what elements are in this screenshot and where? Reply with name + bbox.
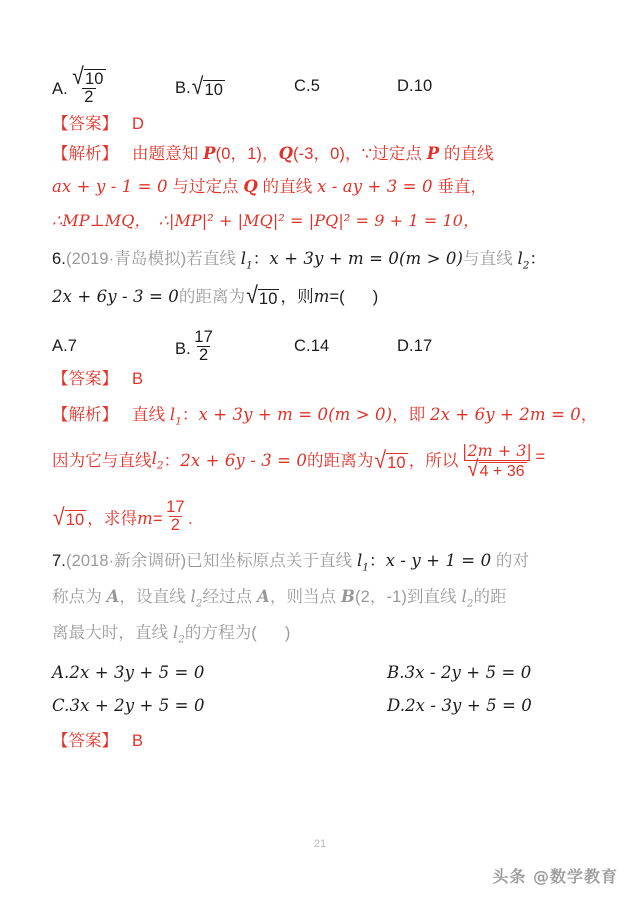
q7-source: (2018·新余调研)	[65, 552, 187, 570]
q7-stem-text-h: 的距	[473, 588, 507, 606]
sqrt-icon: √	[191, 74, 204, 100]
point-P2: P	[426, 144, 440, 163]
q6-stem-line-2	[52, 283, 608, 327]
q6-analysis-colon-1: ：	[181, 406, 199, 424]
q6-fraction-numerator: |2m + 3|	[462, 441, 532, 460]
page-number: 21	[313, 838, 327, 850]
q7-colon-1: ：	[368, 552, 386, 570]
q7-option-a[interactable]	[52, 665, 204, 682]
point-A: A	[106, 587, 120, 606]
point-B-args: (2，-1)	[355, 588, 407, 606]
q5-analysis-line-2	[52, 179, 608, 213]
point-P-args: (0，1)，	[215, 145, 279, 163]
q7-option-c[interactable]	[52, 698, 205, 715]
q6-equals-sign: =	[535, 448, 546, 466]
q5-option-a-label: A.	[52, 80, 68, 99]
q6-stem-line-1	[52, 251, 608, 287]
q5-options-row	[52, 62, 608, 108]
point-B: B	[340, 587, 356, 606]
q7-options-row-1	[52, 665, 608, 698]
point-Q-args: (-3，0)，	[293, 145, 362, 163]
q6-option-d[interactable]	[397, 338, 432, 355]
sqrt-icon: √	[467, 456, 479, 482]
q7-option-d-text: D.2x - 3y + 5 = 0	[387, 696, 532, 715]
q6-analysis-sqrt-10: 10	[387, 454, 406, 473]
q5-option-d-value: 10	[413, 77, 433, 95]
q6-result-fraction	[164, 499, 187, 535]
q5-option-b[interactable]	[175, 74, 226, 100]
line-l1-label: $l_1$	[240, 249, 253, 272]
line-l1-label: $l_1$	[169, 405, 182, 428]
q7-option-a-text: A.2x + 3y + 5 = 0	[52, 663, 205, 682]
q6-colon-1: ：	[252, 250, 270, 268]
q6-analysis-text-a: 直线	[132, 406, 170, 424]
q6-option-b[interactable]	[175, 327, 216, 367]
sqrt-icon: √	[53, 504, 65, 531]
q7-stem-line-3	[52, 625, 608, 665]
q5-answer-value: D	[132, 115, 145, 133]
q7-number: 7.	[52, 552, 66, 570]
q7-stem-text-i: 离最大时，直线	[52, 624, 173, 642]
q6-result-variable: m	[137, 508, 153, 528]
answer-tag: 【答案】	[52, 732, 118, 750]
q6-analysis-text-d: 因为它与直线	[52, 452, 152, 471]
q5-option-b-radicand: 10	[204, 80, 224, 99]
q5-analysis-text-e: 的直线	[257, 178, 317, 196]
q7-option-b-text: B.3x - 2y + 5 = 0	[387, 663, 532, 682]
q6-option-c-value: 14	[310, 337, 330, 355]
q6-result-numerator: 17	[166, 497, 185, 516]
q6-option-b-fraction	[192, 329, 215, 365]
q6-analysis-colon-2: ：	[163, 452, 181, 471]
q6-analysis-equation-1: x + 3y + m = 0(m > 0)	[198, 405, 393, 424]
q5-option-a-denominator: 2	[84, 87, 94, 106]
q6-number: 6.	[52, 250, 66, 268]
q6-option-a[interactable]	[52, 338, 77, 355]
q6-fraction-denominator: √ 4 + 36	[464, 460, 529, 481]
q5-option-a-fraction	[69, 63, 108, 107]
q5-option-a-radicand: 10	[84, 70, 104, 89]
q5-analysis-text-a: 由题意知	[132, 145, 204, 163]
q6-answer-value: B	[132, 370, 144, 388]
q6-option-c-label: C.	[294, 337, 311, 355]
q5-analysis-text-b: ∵过定点	[361, 145, 427, 163]
analysis-tag: 【解析】	[52, 406, 118, 424]
q6-analysis-text-f: ，所以	[408, 452, 459, 471]
q6-option-b-denominator: 2	[198, 345, 209, 364]
q6-analysis-line-1	[52, 407, 608, 443]
q7-stem-text-c: 称点为	[52, 588, 107, 606]
watermark-label: 头条 @数学教育	[492, 867, 618, 886]
q7-stem-text-d: ，设直线	[119, 588, 191, 606]
q7-option-c-text: C.3x + 2y + 5 = 0	[52, 696, 205, 715]
point-P: P	[203, 144, 216, 163]
q6-distance-fraction	[460, 443, 534, 480]
q6-stem-text-c: 的距离为	[178, 287, 246, 306]
q7-option-b[interactable]	[387, 665, 531, 682]
q5-option-d-label: D.	[397, 77, 414, 95]
q6-answer-row	[52, 371, 608, 407]
q5-option-c-value: 5	[310, 77, 320, 95]
q7-stem-text-g: 到直线	[406, 588, 462, 606]
q5-equation-2: x - ay + 3 = 0	[317, 177, 433, 196]
q6-option-b-numerator: 17	[194, 327, 213, 346]
line-l2-label: $l_2$	[151, 449, 164, 472]
sqrt-icon: √	[374, 447, 387, 474]
q7-stem-text-f: ，则当点	[269, 588, 341, 606]
q6-analysis-text-c: ，	[580, 406, 598, 424]
point-A2: A	[256, 587, 270, 606]
q6-result-sqrt: 10	[65, 511, 85, 530]
q5-option-c-label: C.	[294, 77, 311, 95]
q6-analysis-equation-2: 2x + 6y + 2m = 0	[430, 405, 581, 424]
line-l2-label: $l_2$	[461, 587, 474, 610]
q6-result-denominator: 2	[170, 515, 180, 534]
q6-option-d-value: 17	[413, 337, 433, 355]
q5-analysis-line-1	[52, 146, 608, 179]
q6-stem-text-a: 若直线	[186, 250, 241, 268]
q6-analysis-text-e: 的距离为	[307, 452, 374, 471]
q7-stem-text-k: )	[284, 624, 291, 642]
q5-analysis-text-f: 垂直，	[432, 178, 488, 196]
q6-equation-1: x + 3y + m = 0(m > 0)	[269, 249, 464, 268]
q6-colon-2: ：	[529, 250, 547, 268]
q6-equation-2: 2x + 6y - 3 = 0	[52, 286, 179, 306]
answer-tag: 【答案】	[52, 370, 118, 388]
q6-option-b-label: B.	[175, 339, 191, 358]
q7-stem-text-b: 的对	[491, 552, 530, 570]
sqrt-icon: √	[246, 283, 258, 309]
q6-result-equals: =	[152, 509, 163, 528]
q7-options-row-2	[52, 698, 608, 733]
q6-stem-text-f: )	[372, 287, 379, 306]
q6-analysis-line-3	[52, 497, 608, 553]
q5-analysis-line-3	[52, 213, 608, 251]
q6-stem-text-d: ，则	[280, 287, 314, 306]
q6-option-a-value: 7	[67, 337, 78, 355]
q6-analysis-text-b: ，即	[392, 406, 431, 424]
q7-equation-1: x - y + 1 = 0	[385, 551, 492, 570]
q5-analysis-text-c: 的直线	[439, 145, 494, 163]
q6-stem-text-e: =(	[329, 287, 345, 306]
point-Q: Q	[278, 144, 294, 163]
answer-tag: 【答案】	[52, 115, 118, 133]
point-Q2: Q	[243, 177, 258, 196]
page-content	[52, 62, 608, 763]
line-l2-label: $l_2$	[190, 587, 203, 610]
sqrt-icon: √	[72, 63, 84, 90]
q6-option-a-label: A.	[52, 337, 68, 355]
q7-stem-text-a: 已知坐标原点关于直线	[186, 552, 357, 570]
q6-variable-m: m	[313, 286, 330, 306]
q6-stem-text-b: 与直线	[463, 250, 518, 268]
q5-option-c[interactable]	[294, 78, 320, 95]
q6-analysis-line-2	[52, 443, 608, 501]
q6-analysis-text-g: ，求得	[87, 509, 138, 528]
q5-option-b-label: B.	[175, 78, 191, 97]
q7-option-d[interactable]	[387, 698, 532, 715]
line-l1-label: $l_1$	[356, 551, 369, 574]
q5-option-a[interactable]	[52, 63, 110, 109]
analysis-tag: 【解析】	[52, 145, 118, 163]
q6-result-period: .	[188, 509, 193, 528]
q7-answer-value: B	[132, 732, 144, 750]
q6-option-d-label: D.	[397, 337, 414, 355]
q6-analysis-equation-3: 2x + 6y - 3 = 0	[180, 451, 308, 471]
q5-equation-1: ax + y - 1 = 0	[52, 177, 168, 196]
q7-stem-line-1	[52, 553, 608, 589]
q6-distance-value: 10	[258, 289, 278, 308]
q5-analysis-text-d: 与过定点	[167, 178, 244, 196]
q6-options-row	[52, 327, 608, 371]
line-l2-label: $l_2$	[172, 623, 185, 646]
line-l2-label: $l_2$	[517, 249, 530, 272]
q6-option-c[interactable]	[294, 338, 329, 355]
q6-source: (2019·青岛模拟)	[65, 250, 187, 268]
q5-analysis-conclusion: ∴MP⊥MQ， ∴|MP|² + |MQ|² = |PQ|² = 9 + 1 = 10，	[52, 211, 480, 230]
q7-stem-text-j: 的方程为(	[184, 624, 257, 642]
q7-stem-text-e: 经过点	[202, 588, 257, 606]
q5-option-d[interactable]	[397, 78, 432, 95]
q5-answer-row	[52, 116, 608, 146]
q7-answer-row	[52, 733, 608, 763]
q7-stem-line-2	[52, 589, 608, 625]
